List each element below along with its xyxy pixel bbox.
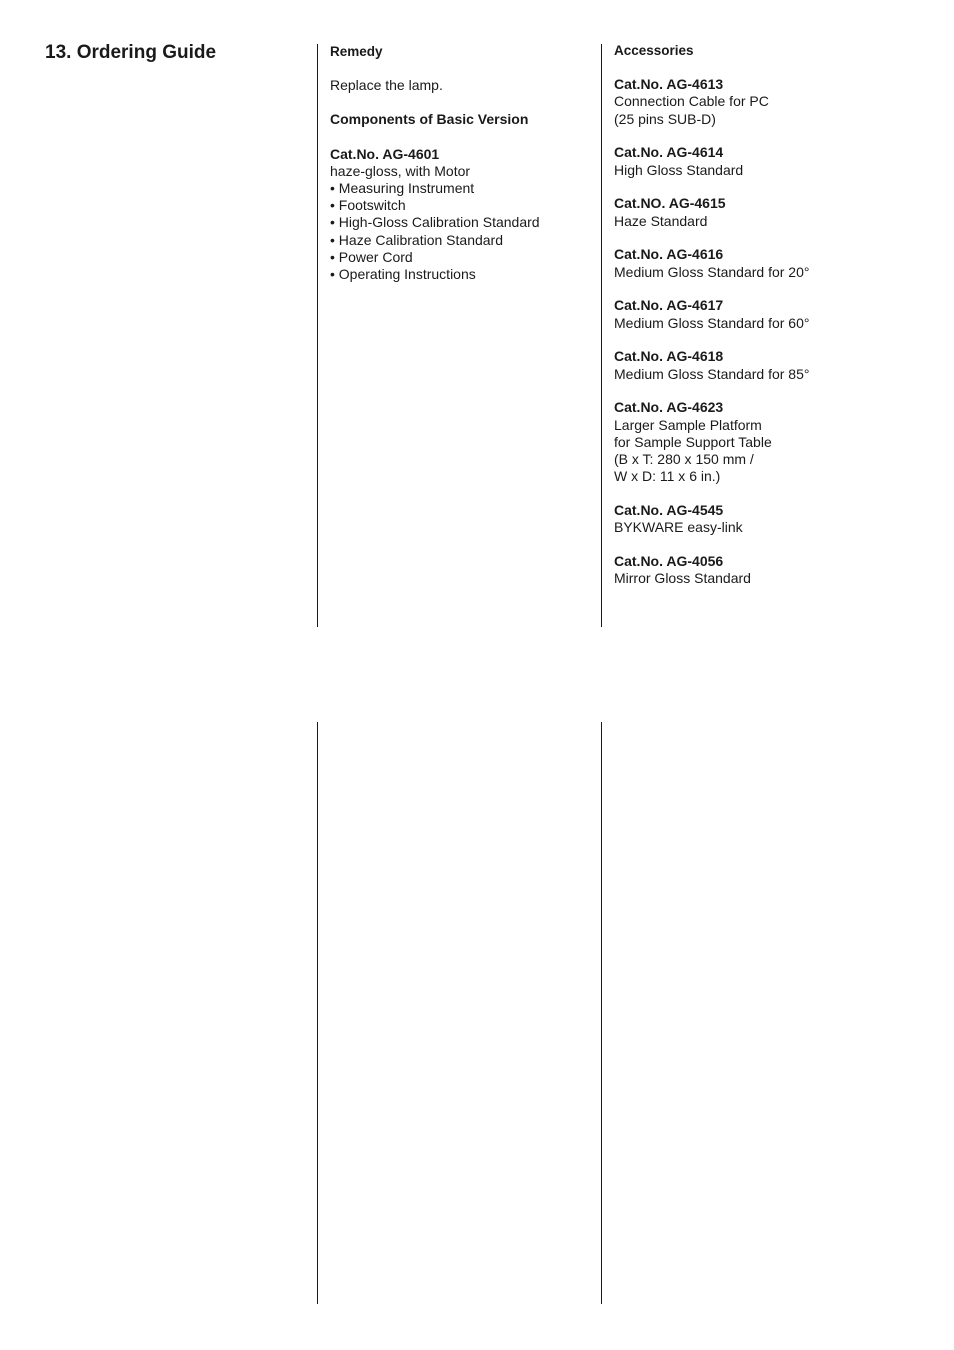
list-item: • Operating Instructions <box>330 266 476 283</box>
list-item: • Footswitch <box>330 197 406 214</box>
basic-version-description: haze-gloss, with Motor <box>330 162 471 179</box>
middle-column <box>330 43 590 283</box>
accessory-item <box>614 553 914 587</box>
list-item: • Measuring Instrument <box>330 180 475 197</box>
accessory-line: W x D: 11 x 6 in.) <box>614 468 721 485</box>
remedy-heading: Remedy <box>330 44 383 59</box>
list-item: • High-Gloss Calibration Standard <box>330 214 540 231</box>
basic-version-components-list <box>330 180 590 283</box>
accessory-item <box>614 144 914 178</box>
accessory-line: for Sample Support Table <box>614 433 772 450</box>
accessory-catno: Cat.NO. AG-4615 <box>614 195 726 212</box>
accessories-heading: Accessories <box>614 43 694 58</box>
accessory-line: (B x T: 280 x 150 mm / <box>614 451 754 468</box>
accessory-line: Mirror Gloss Standard <box>614 570 751 587</box>
accessory-line: Connection Cable for PC <box>614 93 769 110</box>
accessories-column <box>614 42 914 604</box>
accessory-line: Medium Gloss Standard for 60° <box>614 314 810 331</box>
accessory-item <box>614 348 914 382</box>
column-divider-left-bottom <box>317 722 318 1304</box>
accessory-catno: Cat.No. AG-4623 <box>614 399 724 416</box>
list-item: • Haze Calibration Standard <box>330 231 503 248</box>
accessory-line: Larger Sample Platform <box>614 416 762 433</box>
accessory-item <box>614 76 914 128</box>
column-divider-left-top <box>317 44 318 627</box>
accessory-line: (25 pins SUB-D) <box>614 110 716 127</box>
accessory-line: Medium Gloss Standard for 20° <box>614 263 810 280</box>
accessory-line: Medium Gloss Standard for 85° <box>614 365 810 382</box>
remedy-text: Replace the lamp. <box>330 77 443 94</box>
accessory-item <box>614 195 914 229</box>
accessory-catno: Cat.No. AG-4618 <box>614 348 724 365</box>
accessory-catno: Cat.No. AG-4617 <box>614 297 724 314</box>
accessory-catno: Cat.No. AG-4545 <box>614 502 724 519</box>
column-divider-right-top <box>601 44 602 627</box>
list-item: • Power Cord <box>330 248 413 265</box>
accessory-item <box>614 297 914 331</box>
basic-version-heading: Components of Basic Version <box>330 111 529 128</box>
accessory-line: High Gloss Standard <box>614 161 744 178</box>
accessory-catno: Cat.No. AG-4614 <box>614 144 724 161</box>
column-divider-right-bottom <box>601 722 602 1304</box>
accessory-item <box>614 399 914 485</box>
accessory-catno: Cat.No. AG-4056 <box>614 553 724 570</box>
accessory-catno: Cat.No. AG-4613 <box>614 76 724 93</box>
accessory-item <box>614 246 914 280</box>
accessory-catno: Cat.No. AG-4616 <box>614 246 724 263</box>
basic-version-catno: Cat.No. AG-4601 <box>330 145 440 162</box>
accessory-line: Haze Standard <box>614 212 708 229</box>
page-title: 13. Ordering Guide <box>45 42 217 63</box>
accessory-item <box>614 502 914 536</box>
accessory-line: BYKWARE easy-link <box>614 519 743 536</box>
